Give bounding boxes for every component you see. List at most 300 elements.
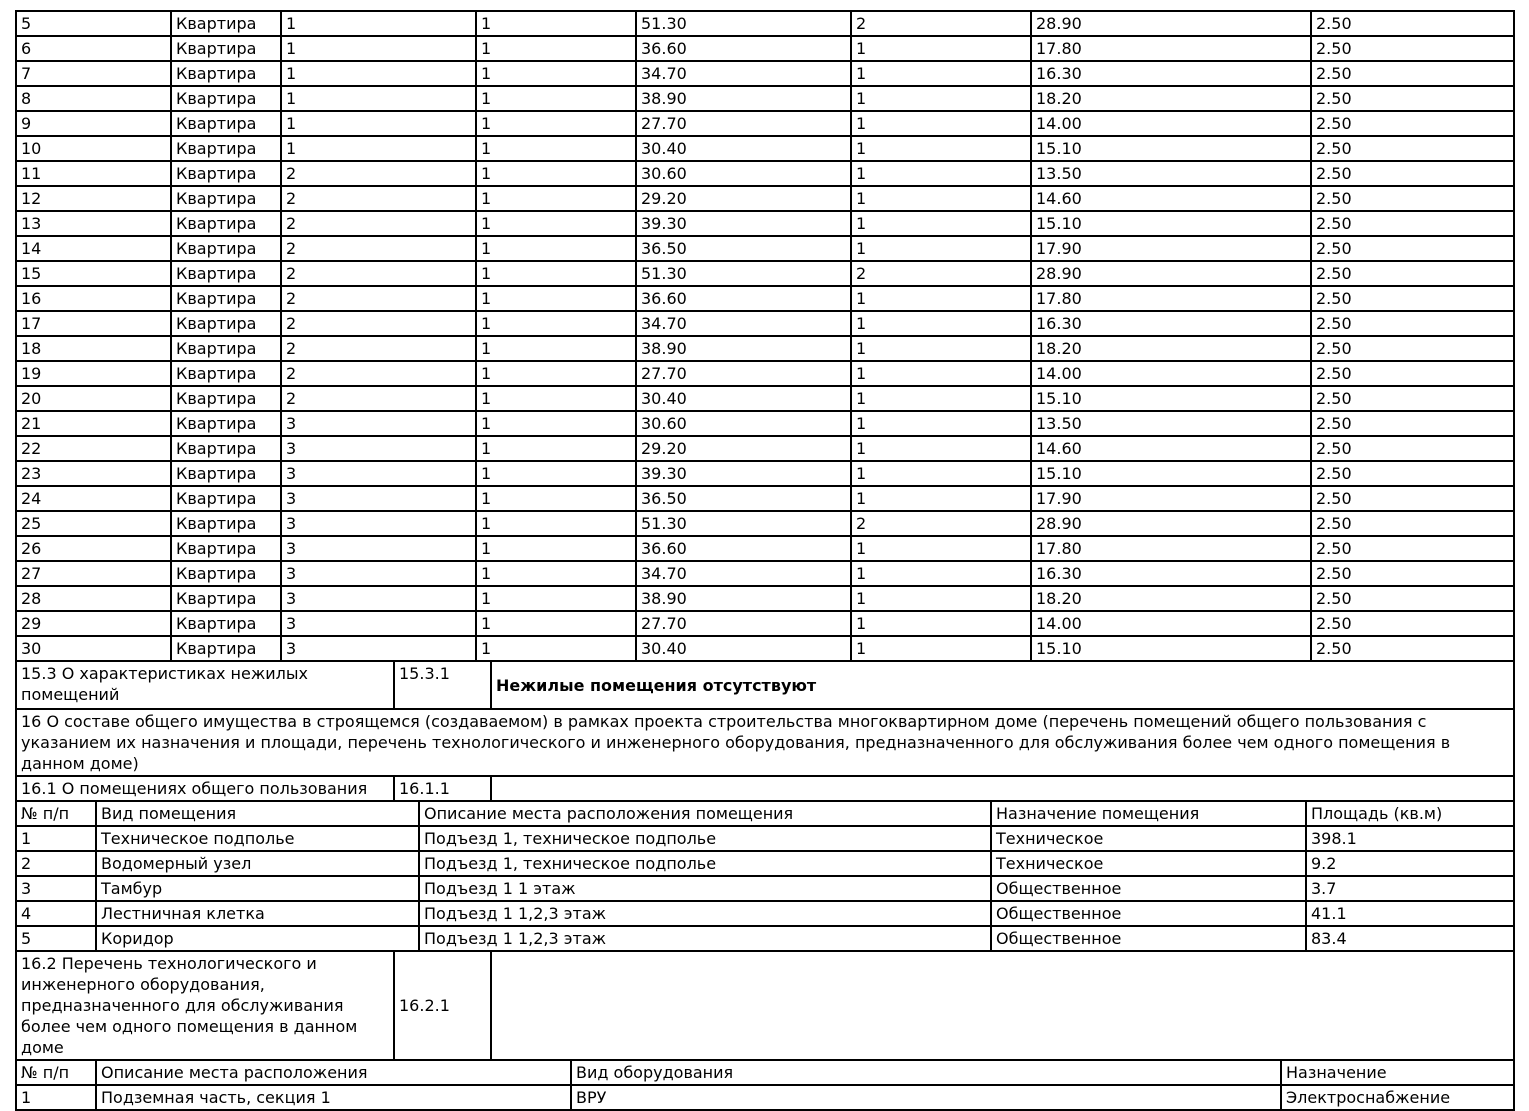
table-cell: 5 [16,926,96,951]
table-cell: 2.50 [1311,136,1514,161]
table-cell: 1 [476,11,636,36]
table-cell: 3 [281,536,476,561]
column-header-purpose: Назначение помещения [991,801,1306,826]
apartments-table [15,10,1515,662]
table-cell: Электроснабжение [1281,1085,1514,1110]
table-cell: 2.50 [1311,186,1514,211]
table-cell: 36.60 [636,536,851,561]
table-cell: 4 [16,901,96,926]
table-cell: 2 [281,236,476,261]
table-cell: 20 [16,386,171,411]
table-row [16,776,1514,801]
table-cell: 2.50 [1311,486,1514,511]
table-row [16,111,1514,136]
table-cell: 13.50 [1031,161,1311,186]
table-cell: Квартира [171,11,281,36]
table-cell: 17.80 [1031,286,1311,311]
table-cell: 3 [281,436,476,461]
table-cell: 17.80 [1031,36,1311,61]
table-cell: Квартира [171,61,281,86]
table-cell: Квартира [171,411,281,436]
table-cell: Техническое подполье [96,826,419,851]
table-cell: 1 [281,86,476,111]
table-row [16,661,1514,709]
table-cell: 36.50 [636,236,851,261]
table-cell: Квартира [171,161,281,186]
table-cell: 2 [281,286,476,311]
table-row [16,36,1514,61]
table-cell: Квартира [171,311,281,336]
table-cell: 1 [851,561,1031,586]
table-cell: 1 [476,186,636,211]
table-cell: 2.50 [1311,286,1514,311]
table-cell: Квартира [171,336,281,361]
table-cell: 18.20 [1031,586,1311,611]
table-cell: 2 [851,261,1031,286]
table-cell: 2.50 [1311,511,1514,536]
table-cell: 1 [851,386,1031,411]
table-cell: Квартира [171,211,281,236]
table-cell: 2.50 [1311,211,1514,236]
table-row [16,1085,1514,1110]
table-cell: 1 [851,486,1031,511]
table-cell: Подъезд 1, техническое подполье [419,826,991,851]
table-cell: 51.30 [636,11,851,36]
column-header-purpose: Назначение [1281,1060,1514,1085]
table-row [16,61,1514,86]
table-cell: 1 [476,261,636,286]
table-cell: Квартира [171,611,281,636]
table-cell: 26 [16,536,171,561]
table-cell: 2.50 [1311,111,1514,136]
table-row [16,261,1514,286]
table-cell: 1 [851,236,1031,261]
table-header-row [16,801,1514,826]
table-cell: 17 [16,311,171,336]
table-row [16,211,1514,236]
table-cell: 1 [476,161,636,186]
table-cell: 29 [16,611,171,636]
table-cell: 11 [16,161,171,186]
table-cell: 29.20 [636,436,851,461]
table-cell: Коридор [96,926,419,951]
common-areas-body [16,826,1514,951]
table-row [16,361,1514,386]
table-cell: 1 [851,336,1031,361]
section-16-1-code: 16.1.1 [394,776,491,801]
table-cell: Квартира [171,536,281,561]
table-cell: 5 [16,11,171,36]
table-row [16,709,1514,776]
column-header-equipment-type: Вид оборудования [571,1060,1281,1085]
table-cell: Квартира [171,586,281,611]
table-row [16,826,1514,851]
table-cell: 1 [476,511,636,536]
table-cell: 3 [281,461,476,486]
table-cell: 15.10 [1031,211,1311,236]
table-row [16,901,1514,926]
table-cell: 13 [16,211,171,236]
table-cell: 27 [16,561,171,586]
table-cell: 1 [851,211,1031,236]
table-cell: Квартира [171,286,281,311]
table-cell: 2 [281,161,476,186]
section-16-2-label: 16.2 Перечень технологического и инженерного оборудования, предназначенного для обслуживания более чем одного помещения в данном доме [16,951,394,1060]
section-16-2-value [491,951,1514,1060]
table-cell: 8 [16,86,171,111]
table-cell: 15.10 [1031,386,1311,411]
table-cell: 1 [476,361,636,386]
table-cell: Водомерный узел [96,851,419,876]
table-cell: 1 [851,136,1031,161]
table-cell: Общественное [991,901,1306,926]
table-cell: 1 [851,536,1031,561]
table-cell: 2 [16,851,96,876]
table-cell: 2.50 [1311,311,1514,336]
table-cell: 1 [851,186,1031,211]
table-cell: 2.50 [1311,611,1514,636]
table-cell: 1 [851,286,1031,311]
table-cell: 34.70 [636,61,851,86]
table-cell: 1 [281,111,476,136]
table-cell: 1 [476,61,636,86]
table-row [16,461,1514,486]
table-cell: 30.40 [636,136,851,161]
table-cell: 14 [16,236,171,261]
table-row [16,586,1514,611]
table-cell: 22 [16,436,171,461]
table-cell: 1 [476,436,636,461]
table-cell: 17.90 [1031,236,1311,261]
table-cell: Подъезд 1 1,2,3 этаж [419,901,991,926]
table-cell: 2.50 [1311,536,1514,561]
table-cell: 21 [16,411,171,436]
table-cell: Квартира [171,136,281,161]
table-cell: 36.60 [636,36,851,61]
table-cell: 16.30 [1031,311,1311,336]
table-row [16,536,1514,561]
table-cell: 2.50 [1311,11,1514,36]
table-cell: Квартира [171,486,281,511]
table-cell: 51.30 [636,511,851,536]
table-row [16,486,1514,511]
table-cell: 28.90 [1031,261,1311,286]
table-cell: 1 [476,586,636,611]
table-cell: 36.60 [636,286,851,311]
table-row [16,311,1514,336]
table-row [16,561,1514,586]
table-cell: 3 [16,876,96,901]
table-cell: 1 [281,36,476,61]
section-16-1-row [15,775,1515,802]
table-cell: Общественное [991,926,1306,951]
table-cell: 1 [851,411,1031,436]
section-15-3-label: 15.3 О характеристиках нежилых помещений [16,661,394,709]
table-cell: Квартира [171,86,281,111]
section-16-1-label: 16.1 О помещениях общего пользования [16,776,394,801]
table-cell: 2.50 [1311,161,1514,186]
table-cell: 3 [281,561,476,586]
table-row [16,851,1514,876]
table-cell: Лестничная клетка [96,901,419,926]
table-cell: 34.70 [636,311,851,336]
table-row [16,926,1514,951]
table-cell: 6 [16,36,171,61]
table-cell: 18 [16,336,171,361]
table-cell: 1 [476,311,636,336]
table-cell: 14.00 [1031,361,1311,386]
table-cell: 2 [281,336,476,361]
table-cell: 1 [476,286,636,311]
table-cell: 1 [16,826,96,851]
section-16-2-code: 16.2.1 [394,951,491,1060]
table-cell: 2 [281,361,476,386]
table-cell: 1 [476,411,636,436]
table-row [16,876,1514,901]
table-cell: 3.7 [1306,876,1514,901]
table-cell: Подъезд 1, техническое подполье [419,851,991,876]
section-16-2-row [15,950,1515,1061]
table-cell: 2 [851,511,1031,536]
table-cell: 1 [851,611,1031,636]
table-cell: 27.70 [636,361,851,386]
table-cell: 1 [476,211,636,236]
section-16-row [15,708,1515,777]
table-cell: 39.30 [636,211,851,236]
table-cell: Квартира [171,386,281,411]
table-cell: 29.20 [636,186,851,211]
table-cell: 27.70 [636,111,851,136]
table-cell: Подъезд 1 1 этаж [419,876,991,901]
table-cell: 1 [476,111,636,136]
table-cell: 1 [851,436,1031,461]
table-cell: 27.70 [636,611,851,636]
table-header-row [16,1060,1514,1085]
table-cell: 2.50 [1311,61,1514,86]
table-cell: 1 [476,386,636,411]
table-cell: 16.30 [1031,61,1311,86]
table-cell: Квартира [171,261,281,286]
equipment-body [16,1085,1514,1110]
table-cell: 38.90 [636,586,851,611]
table-cell: 3 [281,611,476,636]
equipment-table [15,1059,1515,1111]
table-row [16,11,1514,36]
table-cell: 10 [16,136,171,161]
table-cell: 2.50 [1311,636,1514,661]
table-cell: 1 [476,611,636,636]
table-cell: 1 [851,86,1031,111]
table-cell: 14.60 [1031,436,1311,461]
table-cell: 30.60 [636,161,851,186]
table-cell: Квартира [171,186,281,211]
table-cell: 3 [281,511,476,536]
table-cell: 2 [281,186,476,211]
table-cell: 2 [281,261,476,286]
table-cell: 1 [16,1085,96,1110]
table-cell: 19 [16,361,171,386]
table-cell: 2.50 [1311,461,1514,486]
table-cell: 30.40 [636,636,851,661]
table-row [16,511,1514,536]
table-cell: 25 [16,511,171,536]
column-header-num: № п/п [16,1060,96,1085]
table-cell: 2.50 [1311,261,1514,286]
table-cell: 30.40 [636,386,851,411]
table-cell: 1 [476,236,636,261]
table-cell: 30 [16,636,171,661]
table-cell: 18.20 [1031,86,1311,111]
table-cell: 17.90 [1031,486,1311,511]
table-cell: 1 [476,536,636,561]
table-cell: 1 [851,111,1031,136]
table-row [16,636,1514,661]
table-cell: 16 [16,286,171,311]
table-cell: Квартира [171,111,281,136]
column-header-area: Площадь (кв.м) [1306,801,1514,826]
table-cell: 1 [851,311,1031,336]
column-header-room-type: Вид помещения [96,801,419,826]
table-cell: 1 [851,61,1031,86]
table-cell: 2.50 [1311,386,1514,411]
table-cell: 15.10 [1031,636,1311,661]
table-cell: 1 [851,586,1031,611]
column-header-num: № п/п [16,801,96,826]
table-cell: Подземная часть, секция 1 [96,1085,571,1110]
table-cell: 14.00 [1031,111,1311,136]
table-cell: 83.4 [1306,926,1514,951]
table-row [16,386,1514,411]
table-cell: Квартира [171,511,281,536]
table-cell: 2.50 [1311,236,1514,261]
table-cell: 34.70 [636,561,851,586]
table-cell: Квартира [171,561,281,586]
table-cell: 28.90 [1031,11,1311,36]
table-cell: 1 [476,636,636,661]
table-cell: 1 [281,61,476,86]
table-cell: 2.50 [1311,36,1514,61]
table-cell: 28 [16,586,171,611]
table-cell: 1 [476,86,636,111]
section-16-1-value [491,776,1514,801]
table-cell: 38.90 [636,336,851,361]
table-cell: Квартира [171,636,281,661]
table-cell: 30.60 [636,411,851,436]
table-cell: Тамбур [96,876,419,901]
table-cell: Квартира [171,36,281,61]
table-cell: 9.2 [1306,851,1514,876]
common-areas-table [15,800,1515,952]
table-row [16,236,1514,261]
section-15-3-value: Нежилые помещения отсутствуют [491,661,1514,709]
table-row [16,411,1514,436]
column-header-location: Описание места расположения [96,1060,571,1085]
table-cell: 1 [851,461,1031,486]
table-cell: 2.50 [1311,336,1514,361]
table-cell: 2 [281,311,476,336]
table-cell: 2 [281,211,476,236]
common-areas-header [16,801,1514,826]
table-cell: 17.80 [1031,536,1311,561]
table-cell: 9 [16,111,171,136]
table-row [16,286,1514,311]
table-cell: 51.30 [636,261,851,286]
table-cell: 1 [281,136,476,161]
table-cell: 1 [476,136,636,161]
table-cell: 3 [281,586,476,611]
table-cell: 2.50 [1311,86,1514,111]
table-cell: 1 [476,486,636,511]
table-cell: 24 [16,486,171,511]
equipment-header [16,1060,1514,1085]
table-cell: 23 [16,461,171,486]
section-16-text: 16 О составе общего имущества в строящемся (создаваемом) в рамках проекта строительства многоквартирном доме (перечень помещений общего пользования с указанием их назначения и площади, перечень технологического и инженерного оборудования, предназначенного для обслуживания более чем одного помещения в данном доме) [16,709,1514,776]
table-cell: 1 [476,461,636,486]
table-row [16,186,1514,211]
table-row [16,436,1514,461]
table-cell: Техническое [991,851,1306,876]
table-row [16,86,1514,111]
table-cell: Подъезд 1 1,2,3 этаж [419,926,991,951]
table-cell: 2.50 [1311,361,1514,386]
table-cell: 2 [851,11,1031,36]
table-cell: ВРУ [571,1085,1281,1110]
table-cell: 3 [281,636,476,661]
table-row [16,336,1514,361]
table-cell: 3 [281,411,476,436]
table-cell: 398.1 [1306,826,1514,851]
table-cell: 1 [851,636,1031,661]
table-cell: 3 [281,486,476,511]
table-cell: 2.50 [1311,561,1514,586]
table-cell: Квартира [171,361,281,386]
table-row [16,136,1514,161]
table-cell: 7 [16,61,171,86]
column-header-location: Описание места расположения помещения [419,801,991,826]
table-cell: 1 [476,36,636,61]
table-cell: 1 [476,336,636,361]
table-cell: 15.10 [1031,461,1311,486]
table-cell: Квартира [171,236,281,261]
table-cell: Техническое [991,826,1306,851]
table-cell: 36.50 [636,486,851,511]
table-cell: 18.20 [1031,336,1311,361]
table-cell: 2.50 [1311,586,1514,611]
table-cell: 1 [476,561,636,586]
table-cell: 28.90 [1031,511,1311,536]
section-15-3-row [15,660,1515,710]
table-cell: 41.1 [1306,901,1514,926]
table-cell: 1 [851,36,1031,61]
table-cell: 2.50 [1311,411,1514,436]
table-cell: 1 [281,11,476,36]
table-cell: Квартира [171,436,281,461]
table-cell: 38.90 [636,86,851,111]
table-cell: 2 [281,386,476,411]
table-row [16,951,1514,1060]
section-15-3-code: 15.3.1 [394,661,491,709]
table-row [16,611,1514,636]
table-cell: Общественное [991,876,1306,901]
table-row [16,161,1514,186]
table-cell: 14.60 [1031,186,1311,211]
table-cell: 39.30 [636,461,851,486]
table-cell: 16.30 [1031,561,1311,586]
table-cell: 15 [16,261,171,286]
table-cell: 1 [851,161,1031,186]
table-cell: 13.50 [1031,411,1311,436]
table-cell: 2.50 [1311,436,1514,461]
